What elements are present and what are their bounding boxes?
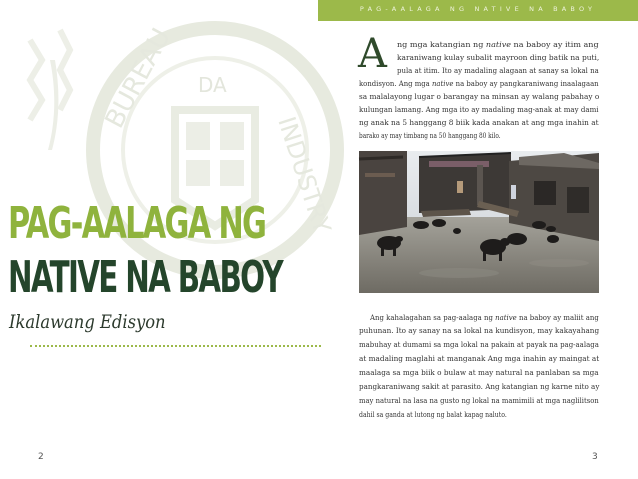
text-run: at madaling maglahi at manganak Ang mga inahin ay maingat at (359, 355, 600, 363)
text-run: mabuhay at dumami sa mga lokal na pakain at payak na pag-aalaga (359, 341, 599, 349)
body-text-line (359, 118, 599, 128)
text-run: pangkaraniwang sakit at parasito. Ang katangian ng karne nito ay (359, 383, 600, 391)
italic-term: native (495, 314, 517, 322)
body-text-line (359, 105, 599, 115)
body-text-line (397, 40, 599, 50)
body-text-line (397, 66, 599, 76)
text-run: na baboy ay maliit ang (516, 314, 599, 322)
body-text-line (359, 354, 599, 364)
drop-cap: A (358, 31, 387, 77)
edition-subtitle: Ikalawang Edisyon (9, 311, 166, 333)
body-text-line (359, 340, 599, 350)
body-text-line (359, 368, 599, 378)
text-run: dahil sa ganda at lutong ng balat kapag naluto. (359, 411, 507, 419)
text-run: ng anak na 5 hanggang 8 biik kada anakan at ang mga inahin at (359, 119, 599, 127)
text-run: sa malalayong lugar o barangay na minsan ay walang pabahay o (359, 93, 600, 101)
text-run: ng mga katangian ng (397, 41, 486, 49)
text-run: Ang kahalagahan sa pag-aalaga ng (370, 314, 496, 322)
body-text-line (359, 382, 599, 392)
watermark-industry: INDUSTRY (272, 113, 337, 237)
body-text-line (370, 313, 599, 323)
text-run: kondisyon. Ang mga (359, 80, 432, 88)
book-title-line-2: NATIVE NA BABOY (8, 252, 283, 303)
watermark-da: DA (198, 73, 227, 97)
dotted-divider (30, 345, 321, 347)
body-text-line (359, 410, 507, 420)
body-text-line (359, 396, 599, 406)
text-run: puhunan. Ito ay sanay na sa lokal na kundisyon, may kakayahang (359, 327, 600, 335)
book-title-line-1: PAG-AALAGA NG (8, 198, 266, 249)
pig-yard-image (359, 151, 599, 293)
text-run: karaniwang kulay subalit mayroon ding batik na puti, (397, 54, 600, 62)
text-run: pula at itim. Ito ay madaling alagaan at sanay sa lokal na (397, 67, 599, 75)
native-pigs-photo (359, 151, 599, 293)
body-text-line (359, 326, 599, 336)
text-run: maalaga sa mga biik o bulaw at may natural na panlaban sa mga (359, 369, 599, 377)
text-run: na baboy ay itim ang (511, 41, 599, 49)
page-number-left: 2 (38, 452, 44, 462)
text-run: barako ay may timbang na 50 hanggang 80 kilo. (359, 132, 501, 140)
italic-term: native (431, 80, 454, 88)
text-run: na baboy ay pangkaraniwang inaalagaan (453, 80, 599, 88)
page-number-right: 3 (592, 452, 598, 462)
body-text-line (359, 79, 599, 89)
body-text-line (359, 92, 599, 102)
text-run: kulungan lamang. Ang mga ito ay madaling mag-anak at may dami (359, 106, 599, 114)
text-run: may natural na lasa na gusto ng lokal na mamimili at mga naglilitson (359, 397, 599, 405)
body-text-line (397, 53, 599, 63)
italic-term: native (485, 41, 512, 49)
running-header-title: PAG-AALAGA NG NATIVE NA BABOY (359, 5, 597, 13)
body-text-line (359, 131, 501, 141)
watermark-bureau: BUREAU (99, 23, 177, 134)
